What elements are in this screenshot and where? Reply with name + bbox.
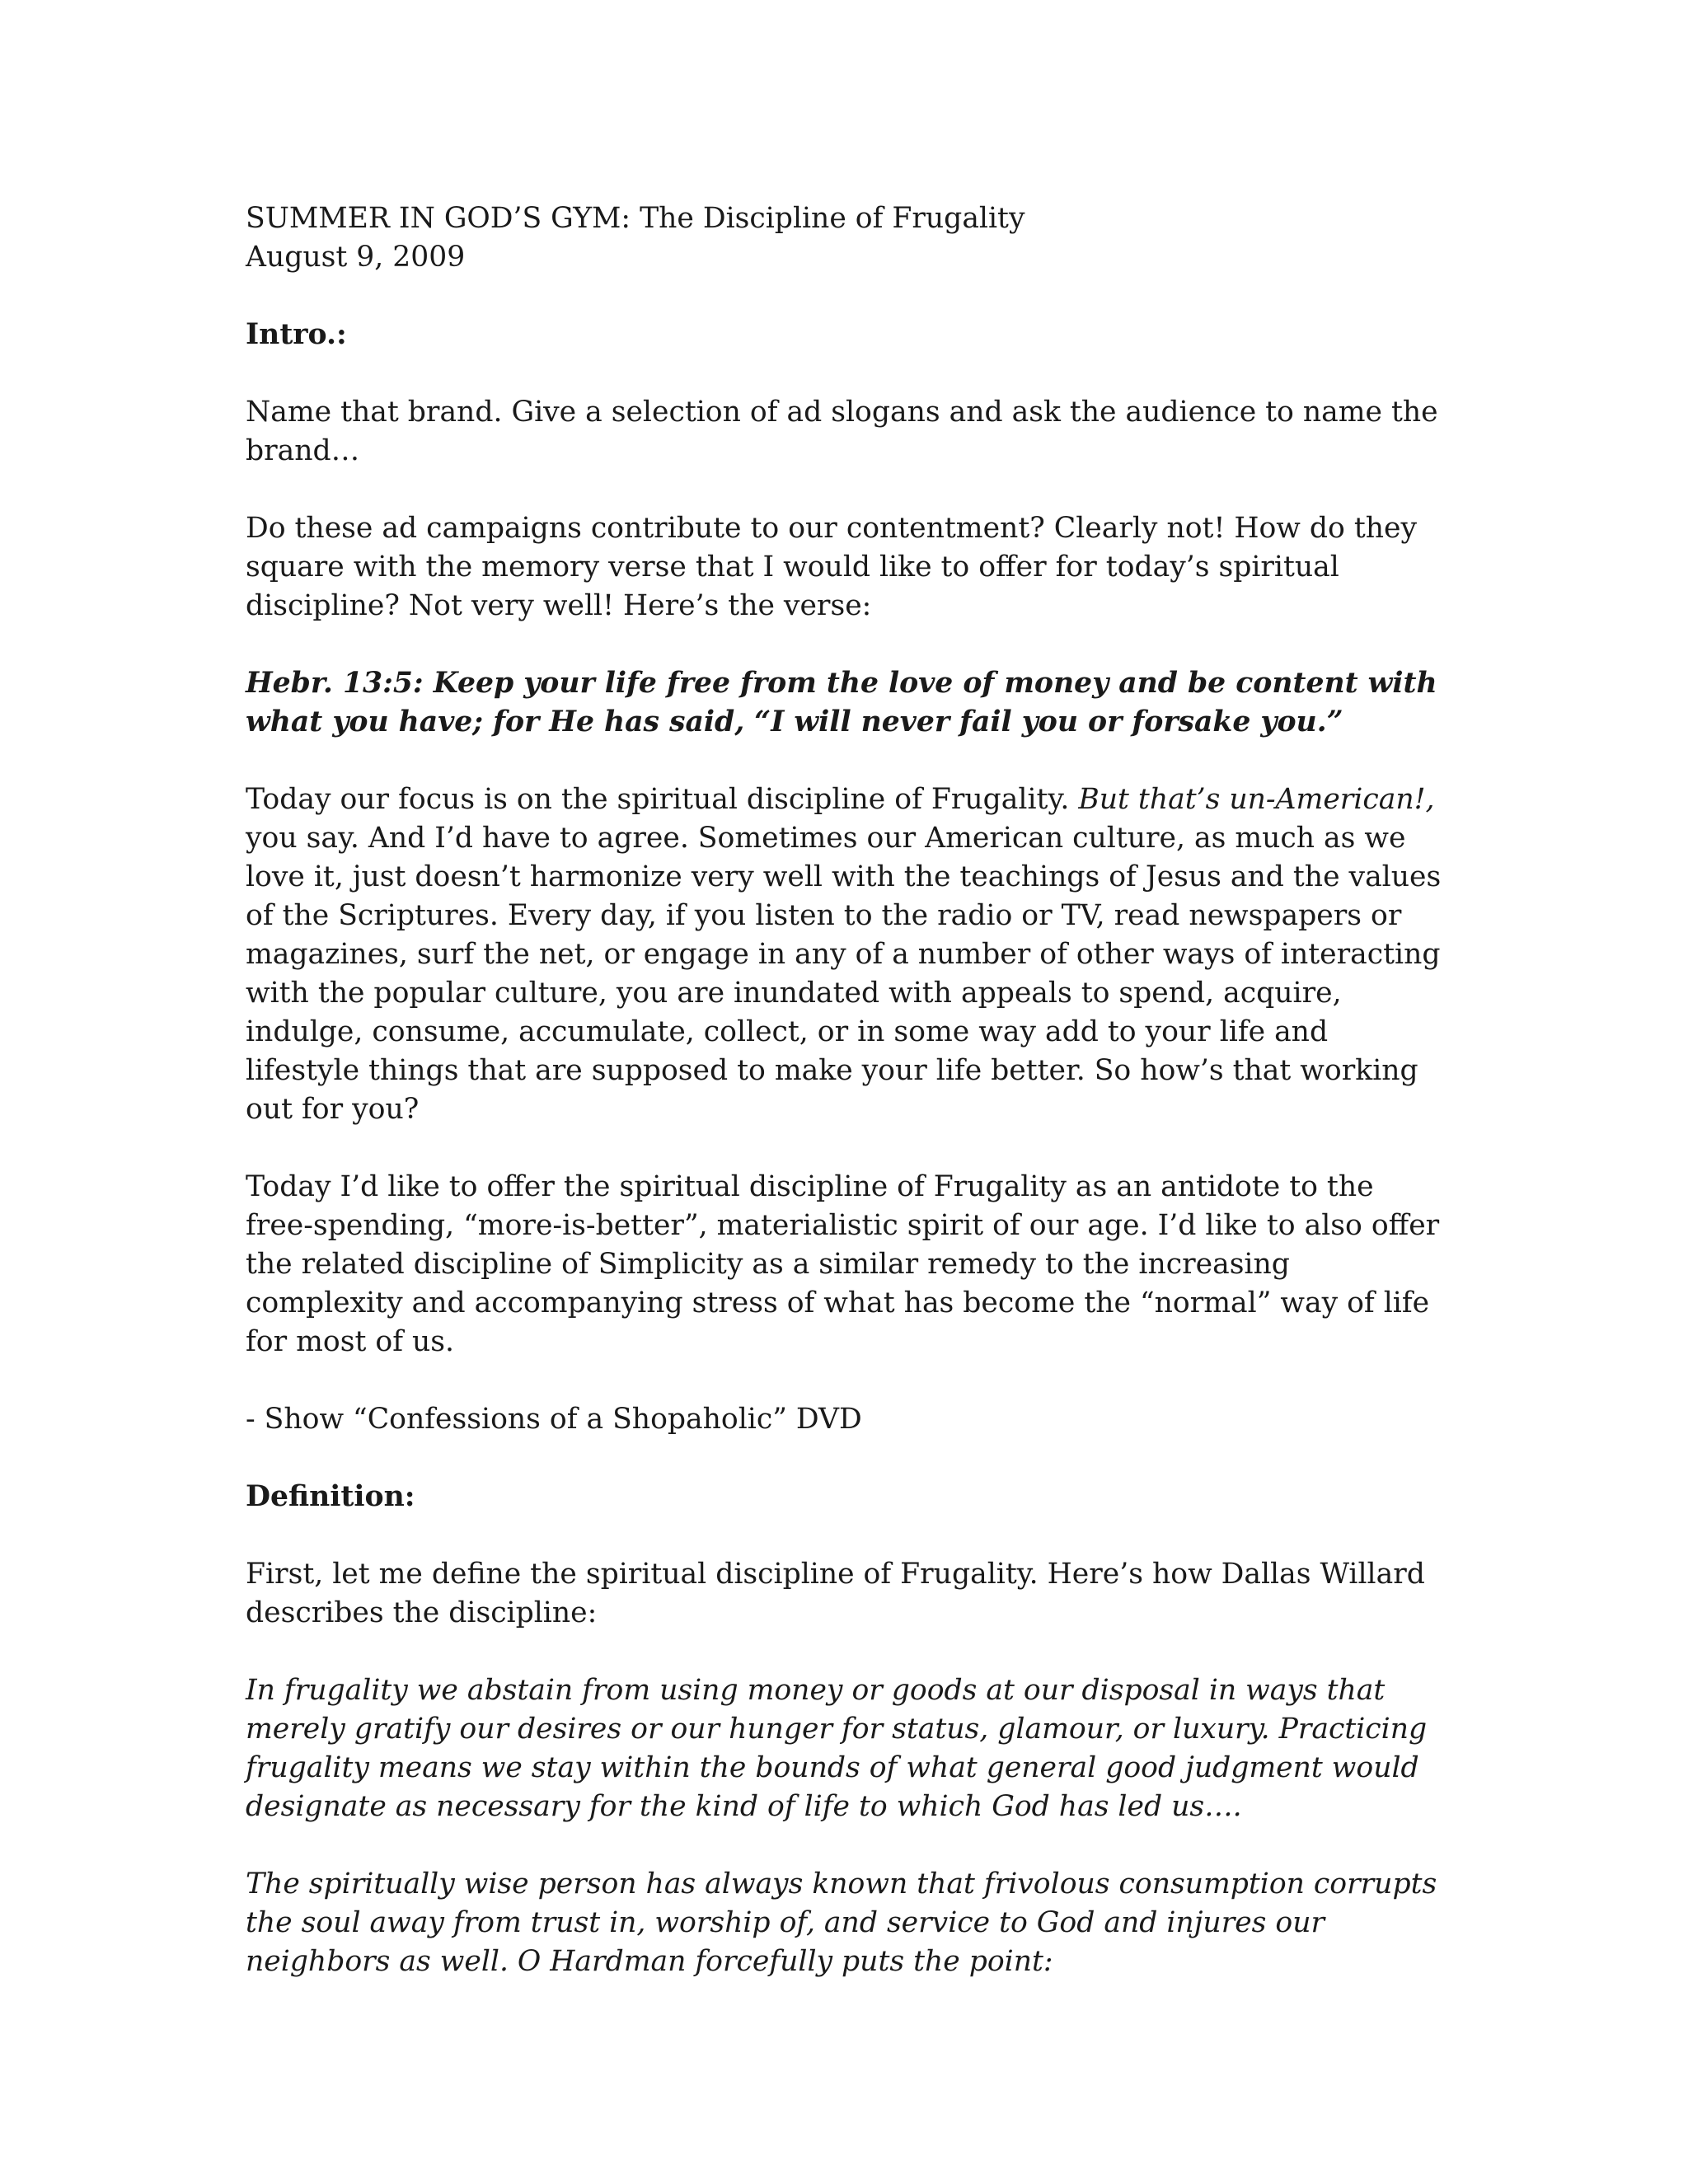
willard-quote-1: In frugality we abstain from using money or goods at our disposal in ways that merely gratify our desires or our hunger for status, glamour, or luxury. Practicing frugality means we stay within the bounds of what general good judgment would designate as necessary for the kind of life to which God has led us…. bbox=[246, 1674, 1428, 1823]
focus-paragraph bbox=[246, 780, 1449, 1129]
document-page bbox=[246, 199, 1449, 1981]
focus-paragraph-rest: you say. And I’d have to agree. Sometimes our American culture, as much as we love it, just doesn’t harmonize very well with the teachings of Jesus and the values of the Scriptures. Every day, if you listen to the radio or TV, read newspapers or magazines, surf the net, or engage in any of a number of other ways of interacting with the popular culture, you are inundated with appeals to spend, acquire, indulge, consume, accumulate, collect, or in some way add to your life and lifestyle things that are supposed to make your life better. So how’s that working out for you? bbox=[246, 822, 1442, 1126]
willard-quote-2: The spiritually wise person has always known that frivolous consumption corrupts the soul away from trust in, worship of, and service to God and injures our neighbors as well. O Hardman forcefully puts the point: bbox=[246, 1868, 1437, 1978]
intro-heading: Intro.: bbox=[246, 318, 347, 351]
offer-paragraph: Today I’d like to offer the spiritual discipline of Frugality as an antidote to the free-spending, “more-is-better”, materialistic spirit of our age. I’d like to also offer the related discipline of Simplicity as a similar remedy to the increasing complexity and accompanying stress of what has become the “normal” way of life for most of us. bbox=[246, 1170, 1440, 1358]
definition-heading: Definition: bbox=[246, 1480, 415, 1513]
intro-paragraph-2: Do these ad campaigns contribute to our contentment? Clearly not! How do they square with the memory verse that I would like to offer for today’s spiritual discipline? Not very well! Here’s the verse: bbox=[246, 512, 1417, 622]
focus-paragraph-italic: But that’s un-American!, bbox=[1078, 783, 1435, 816]
document-date: August 9, 2009 bbox=[246, 241, 466, 274]
intro-paragraph-1: Name that brand. Give a selection of ad slogans and ask the audience to name the brand… bbox=[246, 396, 1438, 467]
memory-verse: Hebr. 13:5: Keep your life free from the love of money and be content with what you have; for He has said, “I will never fail you or forsake you.” bbox=[246, 667, 1437, 738]
document-title: SUMMER IN GOD’S GYM: The Discipline of Frugality bbox=[246, 202, 1025, 235]
definition-paragraph: First, let me define the spiritual discipline of Frugality. Here’s how Dallas Willard describes the discipline: bbox=[246, 1558, 1425, 1629]
show-dvd-note: - Show “Confessions of a Shopaholic” DVD bbox=[246, 1403, 862, 1436]
focus-paragraph-start: Today our focus is on the spiritual discipline of Frugality. bbox=[246, 783, 1079, 816]
